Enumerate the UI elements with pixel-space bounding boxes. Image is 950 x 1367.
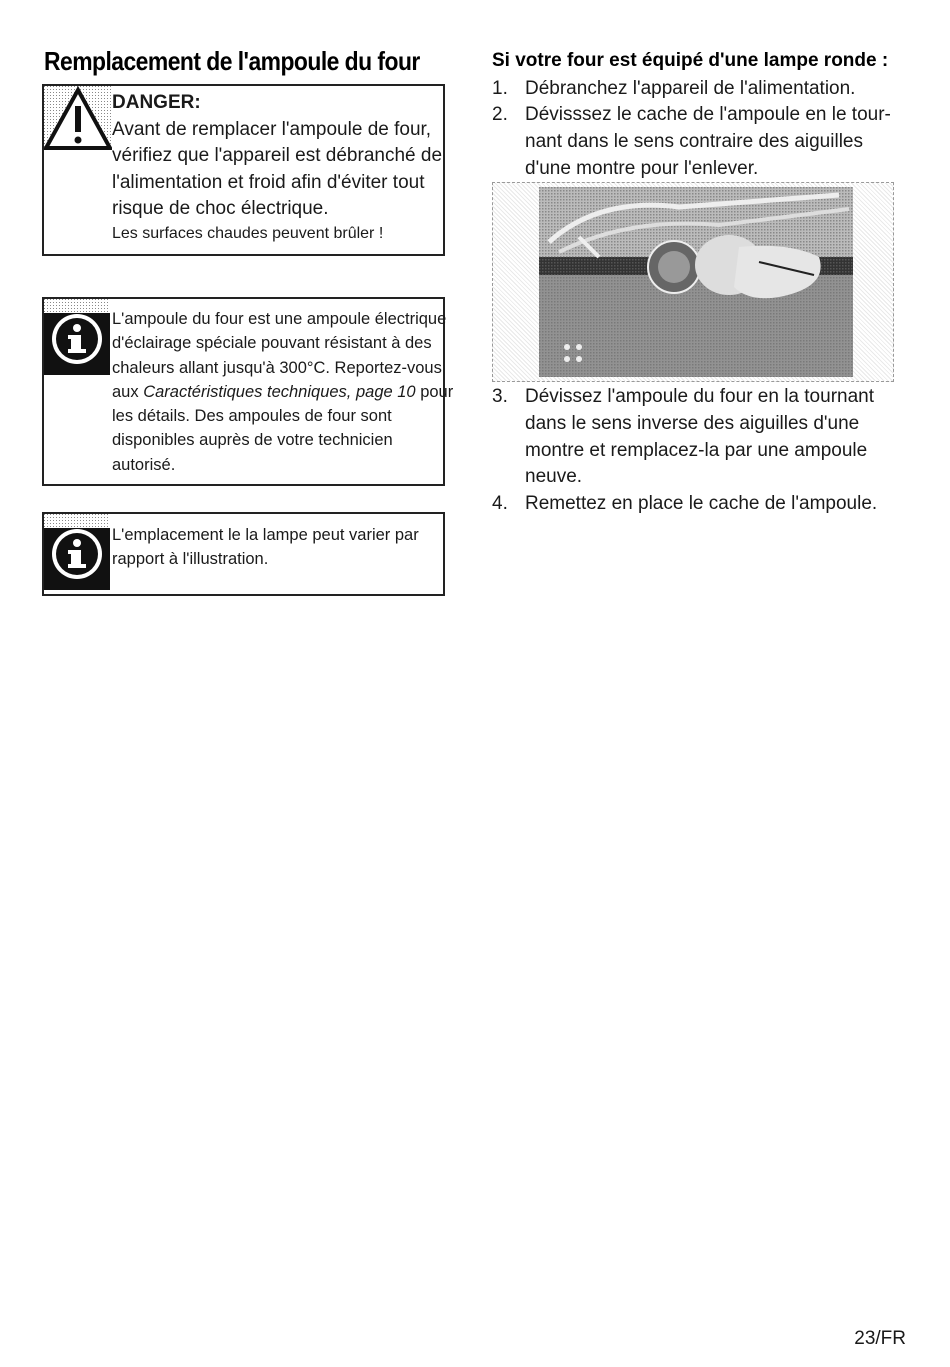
info-text-bulb — [112, 307, 457, 477]
warning-triangle-icon — [44, 86, 112, 150]
info-text-location: L'emplacement le la lampe peut varier par rapport à l'illustration. — [112, 526, 419, 569]
info-icon — [44, 299, 110, 375]
danger-note: Les surfaces chaudes peuvent brûler ! — [112, 224, 384, 242]
info-text-part-b: pour les détails. Des ampoules de four sont disponibles auprès de votre technicien autorisé. — [112, 382, 454, 474]
step-number: 2. — [492, 104, 508, 125]
step-text: Remettez en place le cache de l'ampoule. — [525, 493, 878, 514]
step-text: Dévisssez le cache de l'ampoule en le tour-nant dans le sens contraire des aiguilles d'une montre pour l'enlever. — [525, 104, 891, 179]
info-icon — [44, 514, 110, 590]
oven-lamp-photo — [492, 182, 894, 382]
step-text: Débranchez l'appareil de l'alimentation. — [525, 78, 856, 99]
step-text: Dévissez l'ampoule du four en la tournant dans le sens inverse des aiguilles d'une montre et remplacez-la par une ampoule neuve. — [525, 386, 874, 488]
danger-box — [42, 84, 445, 256]
info-text-part-a: L'ampoule du four est une ampoule électrique d'éclairage spéciale pouvant résistant à des chaleurs allant jusqu'à 300°C. Reportez-vous aux — [112, 310, 447, 401]
step-number: 3. — [492, 386, 508, 407]
danger-label: DANGER: — [112, 92, 201, 113]
info-box-location — [42, 512, 445, 596]
page-number: 23/FR — [854, 1328, 906, 1349]
danger-text: Avant de remplacer l'ampoule de four, vérifiez que l'appareil est débranché de l'alimentation et froid afin d'éviter tout risque de choc électrique. — [112, 118, 443, 219]
page-title: Remplacement de l'ampoule du four — [44, 46, 420, 76]
danger-content — [112, 90, 472, 245]
sub-heading: Si votre four est équipé d'une lampe ronde : — [492, 50, 889, 71]
info-box-bulb — [42, 297, 454, 486]
step-number: 4. — [492, 493, 508, 514]
info-text-reference: Caractéristiques techniques, page 10 — [143, 382, 416, 401]
step-number: 1. — [492, 78, 508, 99]
oven-lamp-illustration — [539, 187, 853, 377]
